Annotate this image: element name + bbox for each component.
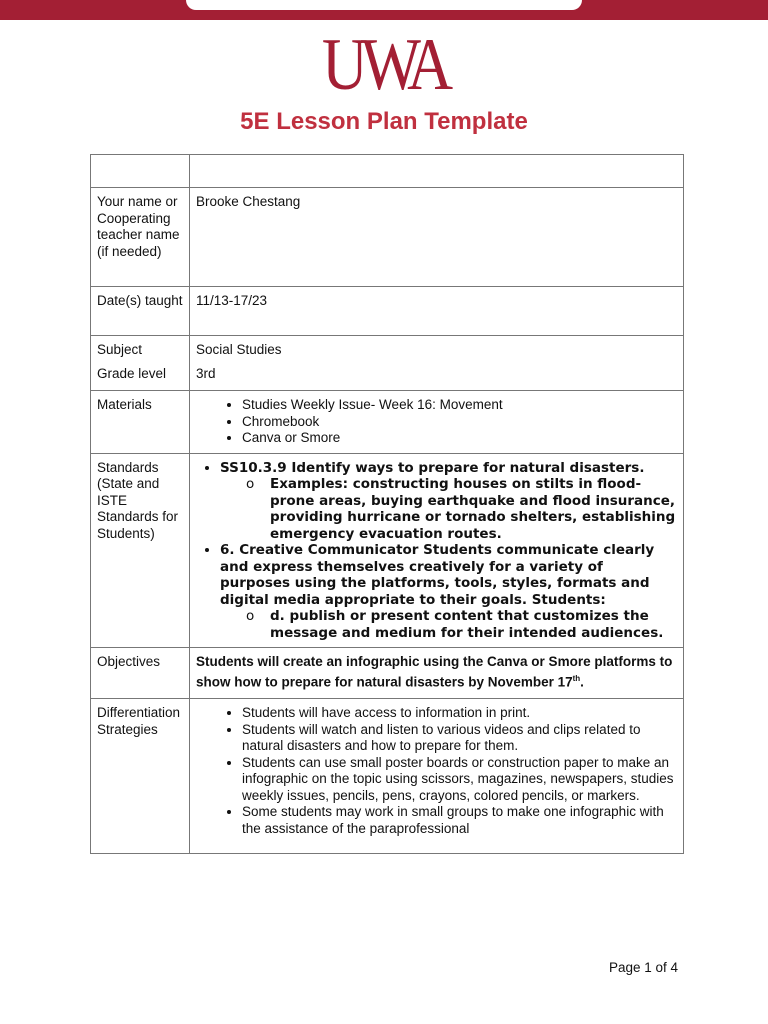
standard-sublist [220,608,677,641]
objectives-label: Objectives [91,648,190,699]
top-brand-tab [186,0,582,10]
standard-subtext: Examples: constructing houses on stilts in flood-prone areas, buying earthquake and flood insurance, providing hurricane or tornado shelters, establishing emergency evacuation routes. [270,476,676,542]
list-item: • Students can use small poster boards or construction paper to make an infographic on the topic using scissors, magazines, newspapers, studies weekly issues, pencils, pens, crayons, colored pencils, or markers. [242,755,677,805]
standards-label: Standards (State and ISTE Standards for Students) [91,453,190,648]
standard-subitem [246,476,677,542]
lesson-plan-table [90,154,684,854]
table-row-blank [91,155,684,188]
list-item: • Canva or Smore [242,430,677,447]
objectives-cell [190,648,684,699]
standard-sublist [220,476,677,542]
standards-cell [190,453,684,648]
standard-subtext: d. publish or present content that customizes the message and medium for their intended audiences. [270,608,664,641]
blank-value-cell [190,155,684,188]
sub-bullet: o [246,476,255,492]
differentiation-label: Differentiation Strategies [91,699,190,854]
table-row-name [91,188,684,287]
list-item: • Studies Weekly Issue- Week 16: Movement [242,397,677,414]
differentiation-cell [190,699,684,854]
subject-value: Social Studies [196,342,282,357]
table-row-standards [91,453,684,648]
standard-subitem [246,608,677,641]
standard-text: 6. Creative Communicator Students communicate clearly and express themselves creatively for a variety of purposes using the platforms, tools, styles, formats and digital media appropriate to their goals. Students: [220,542,655,608]
table-row-differentiation [91,699,684,854]
materials-label: Materials [91,391,190,454]
sub-bullet: o [246,608,255,624]
list-item: • Chromebook [242,414,677,431]
name-value: Brooke Chestang [190,188,684,287]
standard-item [220,460,677,543]
objectives-end: . [580,674,584,689]
name-label: Your name or Cooperating teacher name (if needed) [91,188,190,287]
subject-label: Subject [97,342,143,357]
materials-list [196,397,677,447]
grade-label: Grade level [97,365,167,381]
table-row-objectives [91,648,684,699]
blank-label-cell [91,155,190,188]
list-item: • Students will have access to information in print. [242,705,677,722]
objectives-superscript: th [572,673,581,683]
document-title: 5E Lesson Plan Template [240,108,528,135]
objectives-text: Students will create an infographic using the Canva or Smore platforms to show how to prepare for natural disasters by November 17 [196,654,673,689]
subject-grade-labels [91,336,190,391]
subject-grade-values [190,336,684,391]
dates-value: 11/13-17/23 [190,287,684,336]
table-row-dates [91,287,684,336]
list-item: • Some students may work in small groups to make one infographic with the assistance of the paraprofessional [242,804,677,837]
dates-label: Date(s) taught [91,287,190,336]
materials-cell [190,391,684,454]
differentiation-list [196,705,677,837]
page-number: Page 1 of 4 [608,960,678,975]
table-row-materials [91,391,684,454]
standard-item [220,542,677,641]
uwa-logo: UWA [321,24,447,106]
grade-value: 3rd [196,365,216,381]
standards-list [196,460,677,642]
table-row-subject [91,336,684,391]
standard-text: SS10.3.9 Identify ways to prepare for natural disasters. [220,459,645,476]
list-item: • Students will watch and listen to various videos and clips related to natural disasters and how to prepare for them. [242,722,677,755]
